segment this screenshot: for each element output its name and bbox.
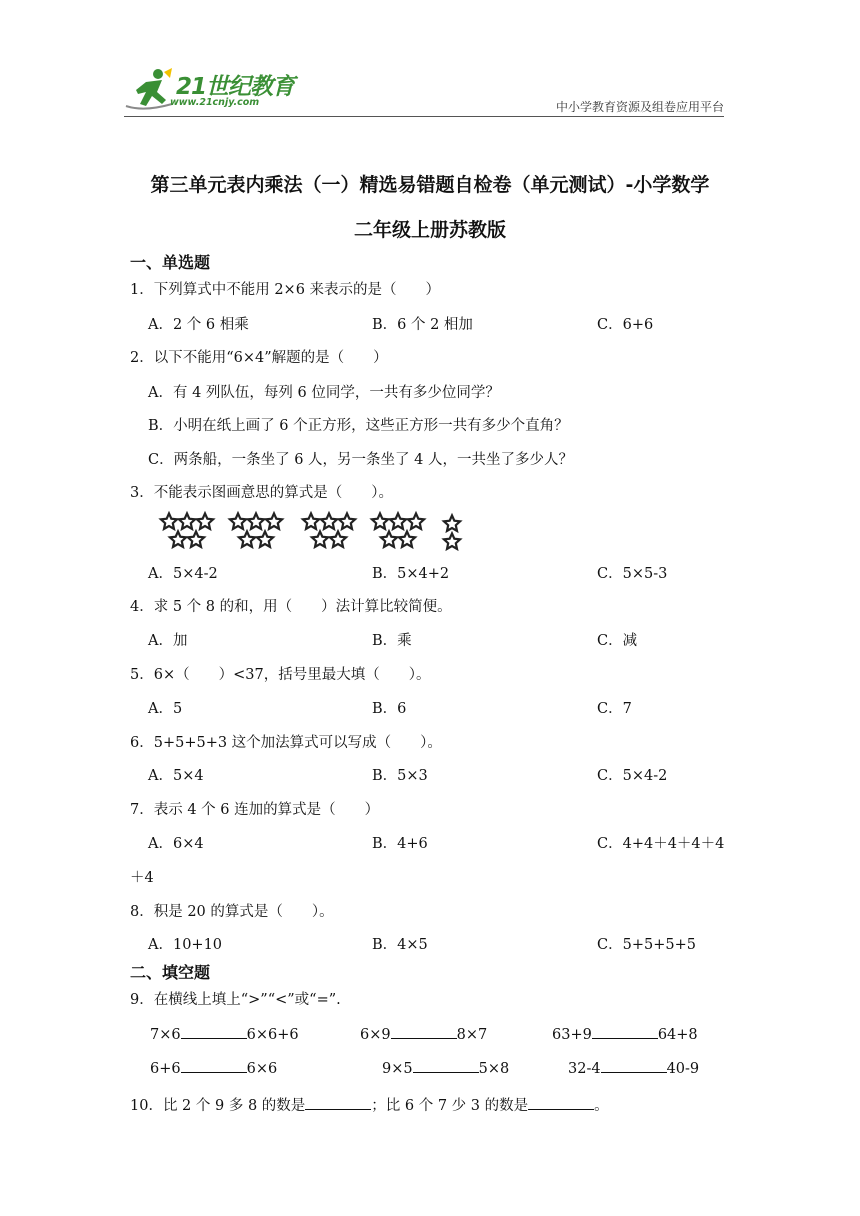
compare-left: 7×6 xyxy=(150,1027,181,1043)
runner-logo-icon xyxy=(124,66,176,112)
answer-blank[interactable] xyxy=(181,1024,247,1039)
answer-blank[interactable] xyxy=(601,1058,667,1073)
question-1-option-b: B．6 个 2 相加 xyxy=(372,317,473,333)
compare-item xyxy=(150,1024,299,1043)
compare-left: 63+9 xyxy=(552,1027,592,1043)
question-6-option-b: B．5×3 xyxy=(372,768,428,784)
star-icon xyxy=(399,532,415,547)
question-9-stem: 9．在横线上填上“>”“<”或“=”. xyxy=(130,992,341,1008)
question-7-stem: 7．表示 4 个 6 连加的算式是（ ） xyxy=(130,802,380,818)
star-icon xyxy=(330,532,346,547)
question-7-option-c-continued: ＋4 xyxy=(130,870,154,886)
question-1-stem: 1．下列算式中不能用 2×6 来表示的是（ ） xyxy=(130,282,441,298)
question-3-option-a: A．5×4-2 xyxy=(148,566,218,582)
logo-url: www.21cnjy.com xyxy=(170,97,260,108)
compare-item xyxy=(382,1058,509,1077)
logo-text: 21世纪教育 xyxy=(176,74,295,100)
section-single-choice: 一、单选题 xyxy=(130,253,211,272)
compare-item xyxy=(568,1058,699,1077)
header-divider xyxy=(124,116,724,117)
question-6-option-c: C．5×4-2 xyxy=(597,768,668,784)
page-title-line1: 第三单元表内乘法（一）精选易错题自检卷（单元测试）-小学数学 xyxy=(150,174,710,196)
question-8-option-b: B．4×5 xyxy=(372,937,428,953)
question-8-option-c: C．5+5+5+5 xyxy=(597,937,696,953)
compare-right: 6×6+6 xyxy=(246,1027,299,1043)
question-4-option-c: C．减 xyxy=(597,633,638,649)
compare-item xyxy=(552,1024,698,1043)
compare-item xyxy=(150,1058,277,1077)
star-icon xyxy=(321,514,337,529)
section-fill-blank: 二、填空题 xyxy=(130,963,211,982)
question-6-stem: 6．5+5+5+3 这个加法算式可以写成（ ）。 xyxy=(130,735,442,751)
star-icon xyxy=(303,514,319,529)
question-10 xyxy=(130,1094,609,1115)
question-2-option-c: C．两条船，一条坐了 6 人，另一条坐了 4 人，一共坐了多少人？ xyxy=(148,452,573,468)
star-icon xyxy=(312,532,328,547)
star-icon xyxy=(188,532,204,547)
question-7-option-c: C．4+4＋4＋4＋4 xyxy=(597,836,725,852)
stars-figure xyxy=(155,510,475,556)
compare-right: 8×7 xyxy=(456,1027,488,1043)
star-icon xyxy=(197,514,213,529)
star-icon xyxy=(230,514,246,529)
question-7-option-b: B．4+6 xyxy=(372,836,428,852)
question-8-option-a: A．10+10 xyxy=(148,937,223,953)
page-title-line2: 二年级上册苏教版 xyxy=(353,219,506,241)
answer-blank[interactable] xyxy=(181,1058,247,1073)
brand-logo xyxy=(124,66,294,114)
question-7-option-a: A．6×4 xyxy=(148,836,204,852)
question-5-option-a: A．5 xyxy=(148,701,183,717)
answer-blank[interactable] xyxy=(528,1095,594,1110)
star-icon xyxy=(248,514,264,529)
compare-left: 9×5 xyxy=(382,1061,413,1077)
star-icon xyxy=(408,514,424,529)
star-icon xyxy=(372,514,388,529)
compare-right: 40-9 xyxy=(666,1061,700,1077)
star-icon xyxy=(390,514,406,529)
answer-blank[interactable] xyxy=(413,1058,479,1073)
compare-item xyxy=(360,1024,487,1043)
compare-left: 6×9 xyxy=(360,1027,391,1043)
question-3-stem: 3．不能表示图画意思的算式是（ ）。 xyxy=(130,485,393,501)
star-icon xyxy=(161,514,177,529)
star-icon xyxy=(179,514,195,529)
question-8-stem: 8．积是 20 的算式是（ ）。 xyxy=(130,904,334,920)
star-icon xyxy=(266,514,282,529)
question-10-part3: 。 xyxy=(594,1098,609,1114)
star-icon xyxy=(444,516,460,531)
star-icon xyxy=(339,514,355,529)
question-5-option-c: C．7 xyxy=(597,701,632,717)
compare-right: 64+8 xyxy=(657,1027,698,1043)
question-6-option-a: A．5×4 xyxy=(148,768,204,784)
answer-blank[interactable] xyxy=(592,1024,658,1039)
question-4-option-b: B．乘 xyxy=(372,633,412,649)
question-5-stem: 5．6×（ ）<37，括号里最大填（ ）。 xyxy=(130,667,431,683)
compare-left: 6+6 xyxy=(150,1061,181,1077)
question-1-option-c: C．6+6 xyxy=(597,317,654,333)
question-4-option-a: A．加 xyxy=(148,633,188,649)
question-5-option-b: B．6 xyxy=(372,701,407,717)
question-3-option-c: C．5×5-3 xyxy=(597,566,668,582)
question-2-stem: 2．以下不能用“6×4”解题的是（ ） xyxy=(130,350,388,366)
answer-blank[interactable] xyxy=(391,1024,457,1039)
page-header xyxy=(124,62,724,118)
star-icon xyxy=(444,534,460,549)
header-slogan: 中小学教育资源及组卷应用平台 xyxy=(555,100,724,114)
star-icon xyxy=(239,532,255,547)
question-10-part2: ；比 6 个 7 少 3 的数是 xyxy=(371,1098,529,1114)
question-2-option-a: A．有 4 列队伍，每列 6 位同学，一共有多少位同学？ xyxy=(148,385,500,401)
question-3-option-b: B．5×4+2 xyxy=(372,566,450,582)
stars-figure-svg xyxy=(155,510,475,556)
question-2-option-b: B．小明在纸上画了 6 个正方形，这些正方形一共有多少个直角？ xyxy=(148,418,569,434)
compare-right: 6×6 xyxy=(246,1061,278,1077)
answer-blank[interactable] xyxy=(305,1095,371,1110)
question-4-stem: 4．求 5 个 8 的和，用（ ）法计算比较简便。 xyxy=(130,599,452,615)
question-10-part1: 10．比 2 个 9 多 8 的数是 xyxy=(130,1098,306,1114)
star-icon xyxy=(170,532,186,547)
compare-left: 32-4 xyxy=(568,1061,601,1077)
star-icon xyxy=(257,532,273,547)
star-icon xyxy=(381,532,397,547)
question-1-option-a: A．2 个 6 相乘 xyxy=(148,317,249,333)
compare-right: 5×8 xyxy=(478,1061,510,1077)
